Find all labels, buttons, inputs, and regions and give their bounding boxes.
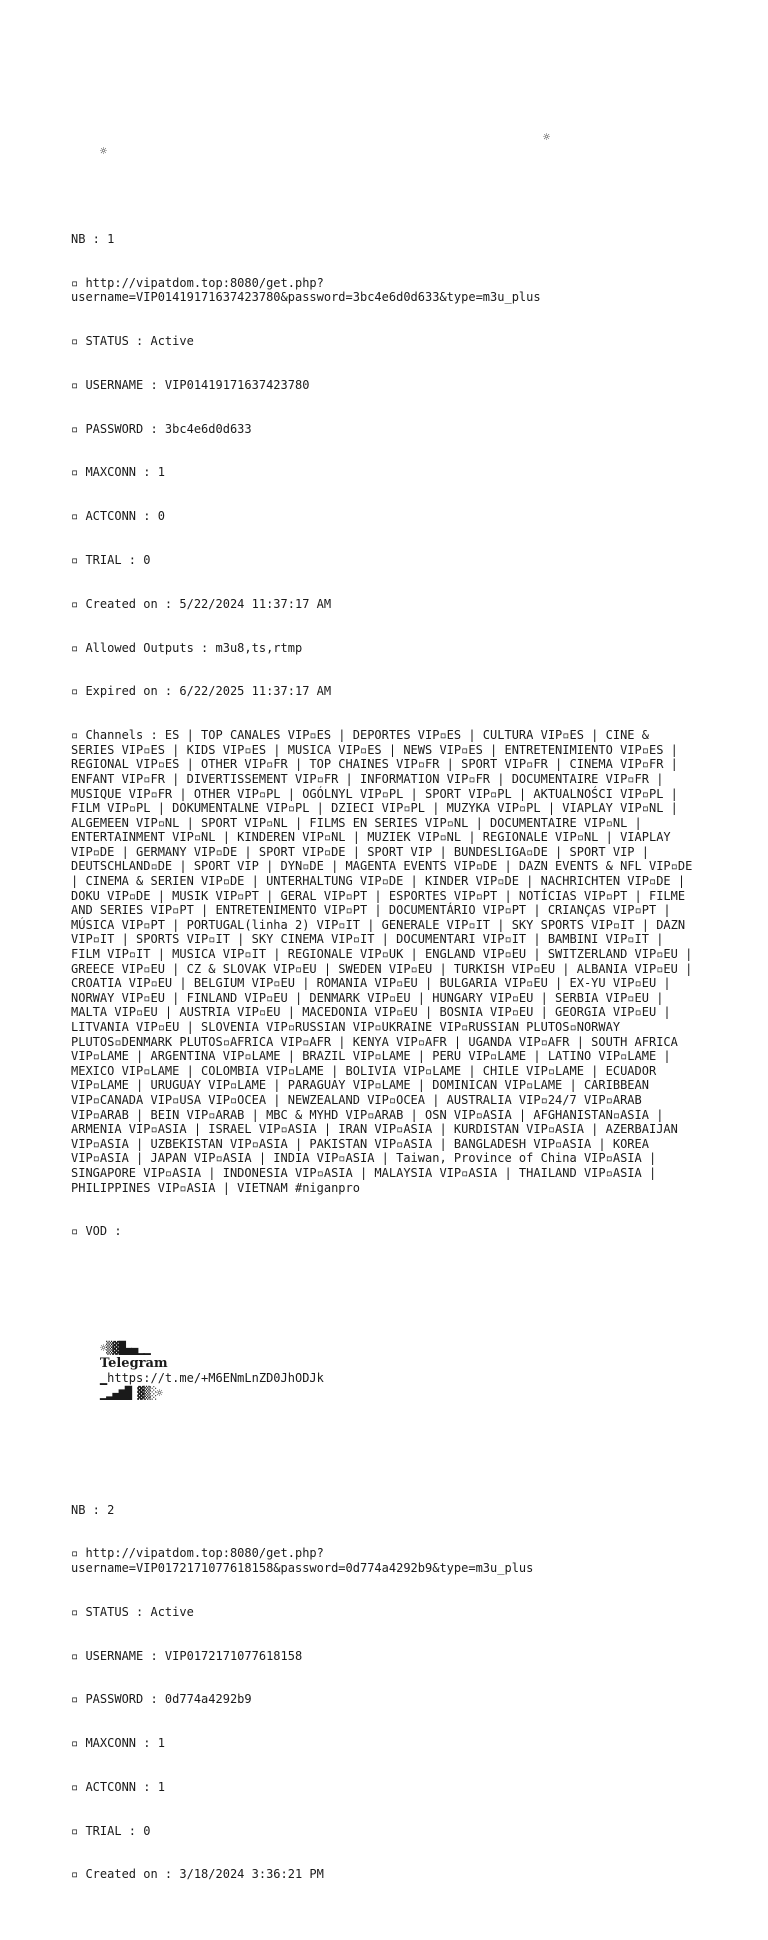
telegram-banner	[71, 1326, 699, 1415]
entry-channels: ▫ Channels : ES | TOP CANALES VIP▫ES | DEPORTES VIP▫ES | CULTURA VIP▫ES | CINE & SERIES VIP▫ES | KIDS VIP▫ES | MUSICA VIP▫ES | NEWS VIP▫ES | ENTRETENIMIENTO VIP▫ES | REGIONAL VIP▫ES | OTHER VIP▫FR | TOP CHAINES VIP▫FR | SPORT VIP▫FR | CINEMA VIP▫FR | ENFANT VIP▫FR | DIVERTISSEMENT VIP▫FR | INFORMATION VIP▫FR | DOCUMENTAIRE VIP▫FR | MUSIQUE VIP▫FR | OTHER VIP▫PL | OGÓLNYL VIP▫PL | SPORT VIP▫PL | AKTUALNOŚCI VIP▫PL | FILM VIP▫PL | DOKUMENTALNE VIP▫PL | DZIECI VIP▫PL | MUZYKA VIP▫PL | VIAPLAY VIP▫NL | ALGEMEEN VIP▫NL | SPORT VIP▫NL | FILMS EN SERIES VIP▫NL | DOCUMENTAIRE VIP▫NL | ENTERTAINMENT VIP▫NL | KINDEREN VIP▫NL | MUZIEK VIP▫NL | REGIONALE VIP▫NL | VIAPLAY VIP▫DE | GERMANY VIP▫DE | SPORT VIP▫DE | SPORT VIP | BUNDESLIGA▫DE | SPORT VIP | DEUTSCHLAND▫DE | SPORT VIP | DYN▫DE | MAGENTA EVENTS VIP▫DE | DAZN EVENTS & NFL VIP▫DE | CINEMA & SERIEN VIP▫DE | UNTERHALTUNG VIP▫DE | KINDER VIP▫DE | NACHRICHTEN VIP▫DE | DOKU VIP▫DE | MUSIK VIP▫PT | GERAL VIP▫PT | ESPORTES VIP▫PT | NOTÍCIAS VIP▫PT | FILME AND SERIES VIP▫PT | ENTRETENIMENTO VIP▫PT | DOCUMENTÁRIO VIP▫PT | CRIANÇAS VIP▫PT | MÚSICA VIP▫PT | PORTUGAL(linha 2) VIP▫IT | GENERALE VIP▫IT | SKY SPORTS VIP▫IT | DAZN VIP▫IT | SPORTS VIP▫IT | SKY CINEMA VIP▫IT | DOCUMENTARI VIP▫IT | BAMBINI VIP▫IT | FILM VIP▫IT | MUSICA VIP▫IT | REGIONALE VIP▫UK | ENGLAND VIP▫EU | SWITZERLAND VIP▫EU | GREECE VIP▫EU | CZ & SLOVAK VIP▫EU | SWEDEN VIP▫EU | TURKISH VIP▫EU | ALBANIA VIP▫EU | CROATIA VIP▫EU | BELGIUM VIP▫EU | ROMANIA VIP▫EU | BULGARIA VIP▫EU | EX-YU VIP▫EU | NORWAY VIP▫EU | FINLAND VIP▫EU | DENMARK VIP▫EU | HUNGARY VIP▫EU | SERBIA VIP▫EU | MALTA VIP▫EU | AUSTRIA VIP▫EU | MACEDONIA VIP▫EU | BOSNIA VIP▫EU | GEORGIA VIP▫EU | LITVANIA VIP▫EU | SLOVENIA VIP▫RUSSIAN VIP▫UKRAINE VIP▫RUSSIAN PLUTOS▫NORWAY PLUTOS▫DENMARK PLUTOS▫AFRICA VIP▫AFR | KENYA VIP▫AFR | UGANDA VIP▫AFR | SOUTH AFRICA VIP▫LAME | ARGENTINA VIP▫LAME | BRAZIL VIP▫LAME | PERU VIP▫LAME | LATINO VIP▫LAME | MEXICO VIP▫LAME | COLOMBIA VIP▫LAME | BOLIVIA VIP▫LAME | CHILE VIP▫LAME | ECUADOR VIP▫LAME | URUGUAY VIP▫LAME | PARAGUAY VIP▫LAME | DOMINICAN VIP▫LAME | CARIBBEAN VIP▫CANADA VIP▫USA VIP▫OCEA | NEWZEALAND VIP▫OCEA | AUSTRALIA VIP▫24/7 VIP▫ARAB VIP▫ARAB | BEIN VIP▫ARAB | MBC & MYHD VIP▫ARAB | OSN VIP▫ASIA | AFGHANISTAN▫ASIA | ARMENIA VIP▫ASIA | ISRAEL VIP▫ASIA | IRAN VIP▫ASIA | KURDISTAN VIP▫ASIA | AZERBAIJAN VIP▫ASIA | UZBEKISTAN VIP▫ASIA | PAKISTAN VIP▫ASIA | BANGLADESH VIP▫ASIA | KOREA VIP▫ASIA | JAPAN VIP▫ASIA | INDIA VIP▫ASIA | Taiwan, Province of China VIP▫ASIA | SINGAPORE VIP▫ASIA | INDONESIA VIP▫ASIA | MALAYSIA VIP▫ASIA | THAILAND VIP▫ASIA | PHILIPPINES VIP▫ASIA | VIETNAM #niganpro	[71, 728, 700, 1195]
spark-right-icon: ☼	[543, 129, 551, 144]
account-entry-1	[71, 203, 699, 1268]
entry-maxconn: ▫ MAXCONN : 1	[71, 465, 165, 480]
entry-username: ▫ USERNAME : VIP01419171637423780	[71, 377, 310, 392]
entry-created: ▫ Created on : 5/22/2024 11:37:17 AM	[71, 596, 332, 611]
telegram-right-decoration: ▁▂▄▆█ ▓▒░☼	[99, 1385, 163, 1400]
entry-number: NB : 1	[71, 231, 115, 246]
entry-trial: ▫ TRIAL : 0	[71, 553, 151, 567]
entry-actconn: ▫ ACTCONN : 0	[71, 509, 165, 524]
entry-url[interactable]: ▫ http://vipatdom.top:8080/get.php?username=VIP0172171077618158&password=0d774a4292b9&type=m3u_plus	[71, 1546, 534, 1575]
entry-actconn: ▫ ACTCONN : 1	[71, 1779, 165, 1794]
entry-allowed-outputs: ▫ Allowed Outputs : m3u8,ts,rtmp	[71, 640, 303, 655]
entry-vod: ▫ VOD :	[71, 1224, 122, 1239]
entry-url[interactable]: ▫ http://vipatdom.top:8080/get.php?username=VIP01419171637423780&password=3bc4e6d0d633&type=m3u_plus	[71, 275, 541, 305]
account-entry-2	[71, 1473, 699, 1911]
entry-password: ▫ PASSWORD : 3bc4e6d0d633	[71, 421, 252, 436]
entry-expired: ▫ Expired on : 6/22/2025 11:37:17 AM	[71, 684, 332, 699]
header-spark-row	[71, 129, 699, 159]
spark-left-icon: ☼	[99, 144, 108, 159]
telegram-left-decoration: ☼▒▓█▄▄▁▁	[99, 1341, 150, 1356]
entry-number: NB : 2	[71, 1502, 115, 1517]
entry-maxconn: ▫ MAXCONN : 1	[71, 1736, 165, 1751]
document-page	[71, 86, 699, 1940]
entry-created: ▫ Created on : 3/18/2024 3:36:21 PM	[71, 1867, 324, 1882]
telegram-link[interactable]: ▁https://t.me/+M6ENmLnZD0JhODJk	[99, 1371, 324, 1386]
entry-username: ▫ USERNAME : VIP0172171077618158	[71, 1648, 303, 1663]
telegram-label: Telegram	[99, 1355, 168, 1371]
entry-status: ▫ STATUS : Active	[71, 334, 194, 349]
entry-trial: ▫ TRIAL : 0	[71, 1823, 151, 1838]
entry-status: ▫ STATUS : Active	[71, 1604, 194, 1619]
entry-password: ▫ PASSWORD : 0d774a4292b9	[71, 1692, 252, 1707]
